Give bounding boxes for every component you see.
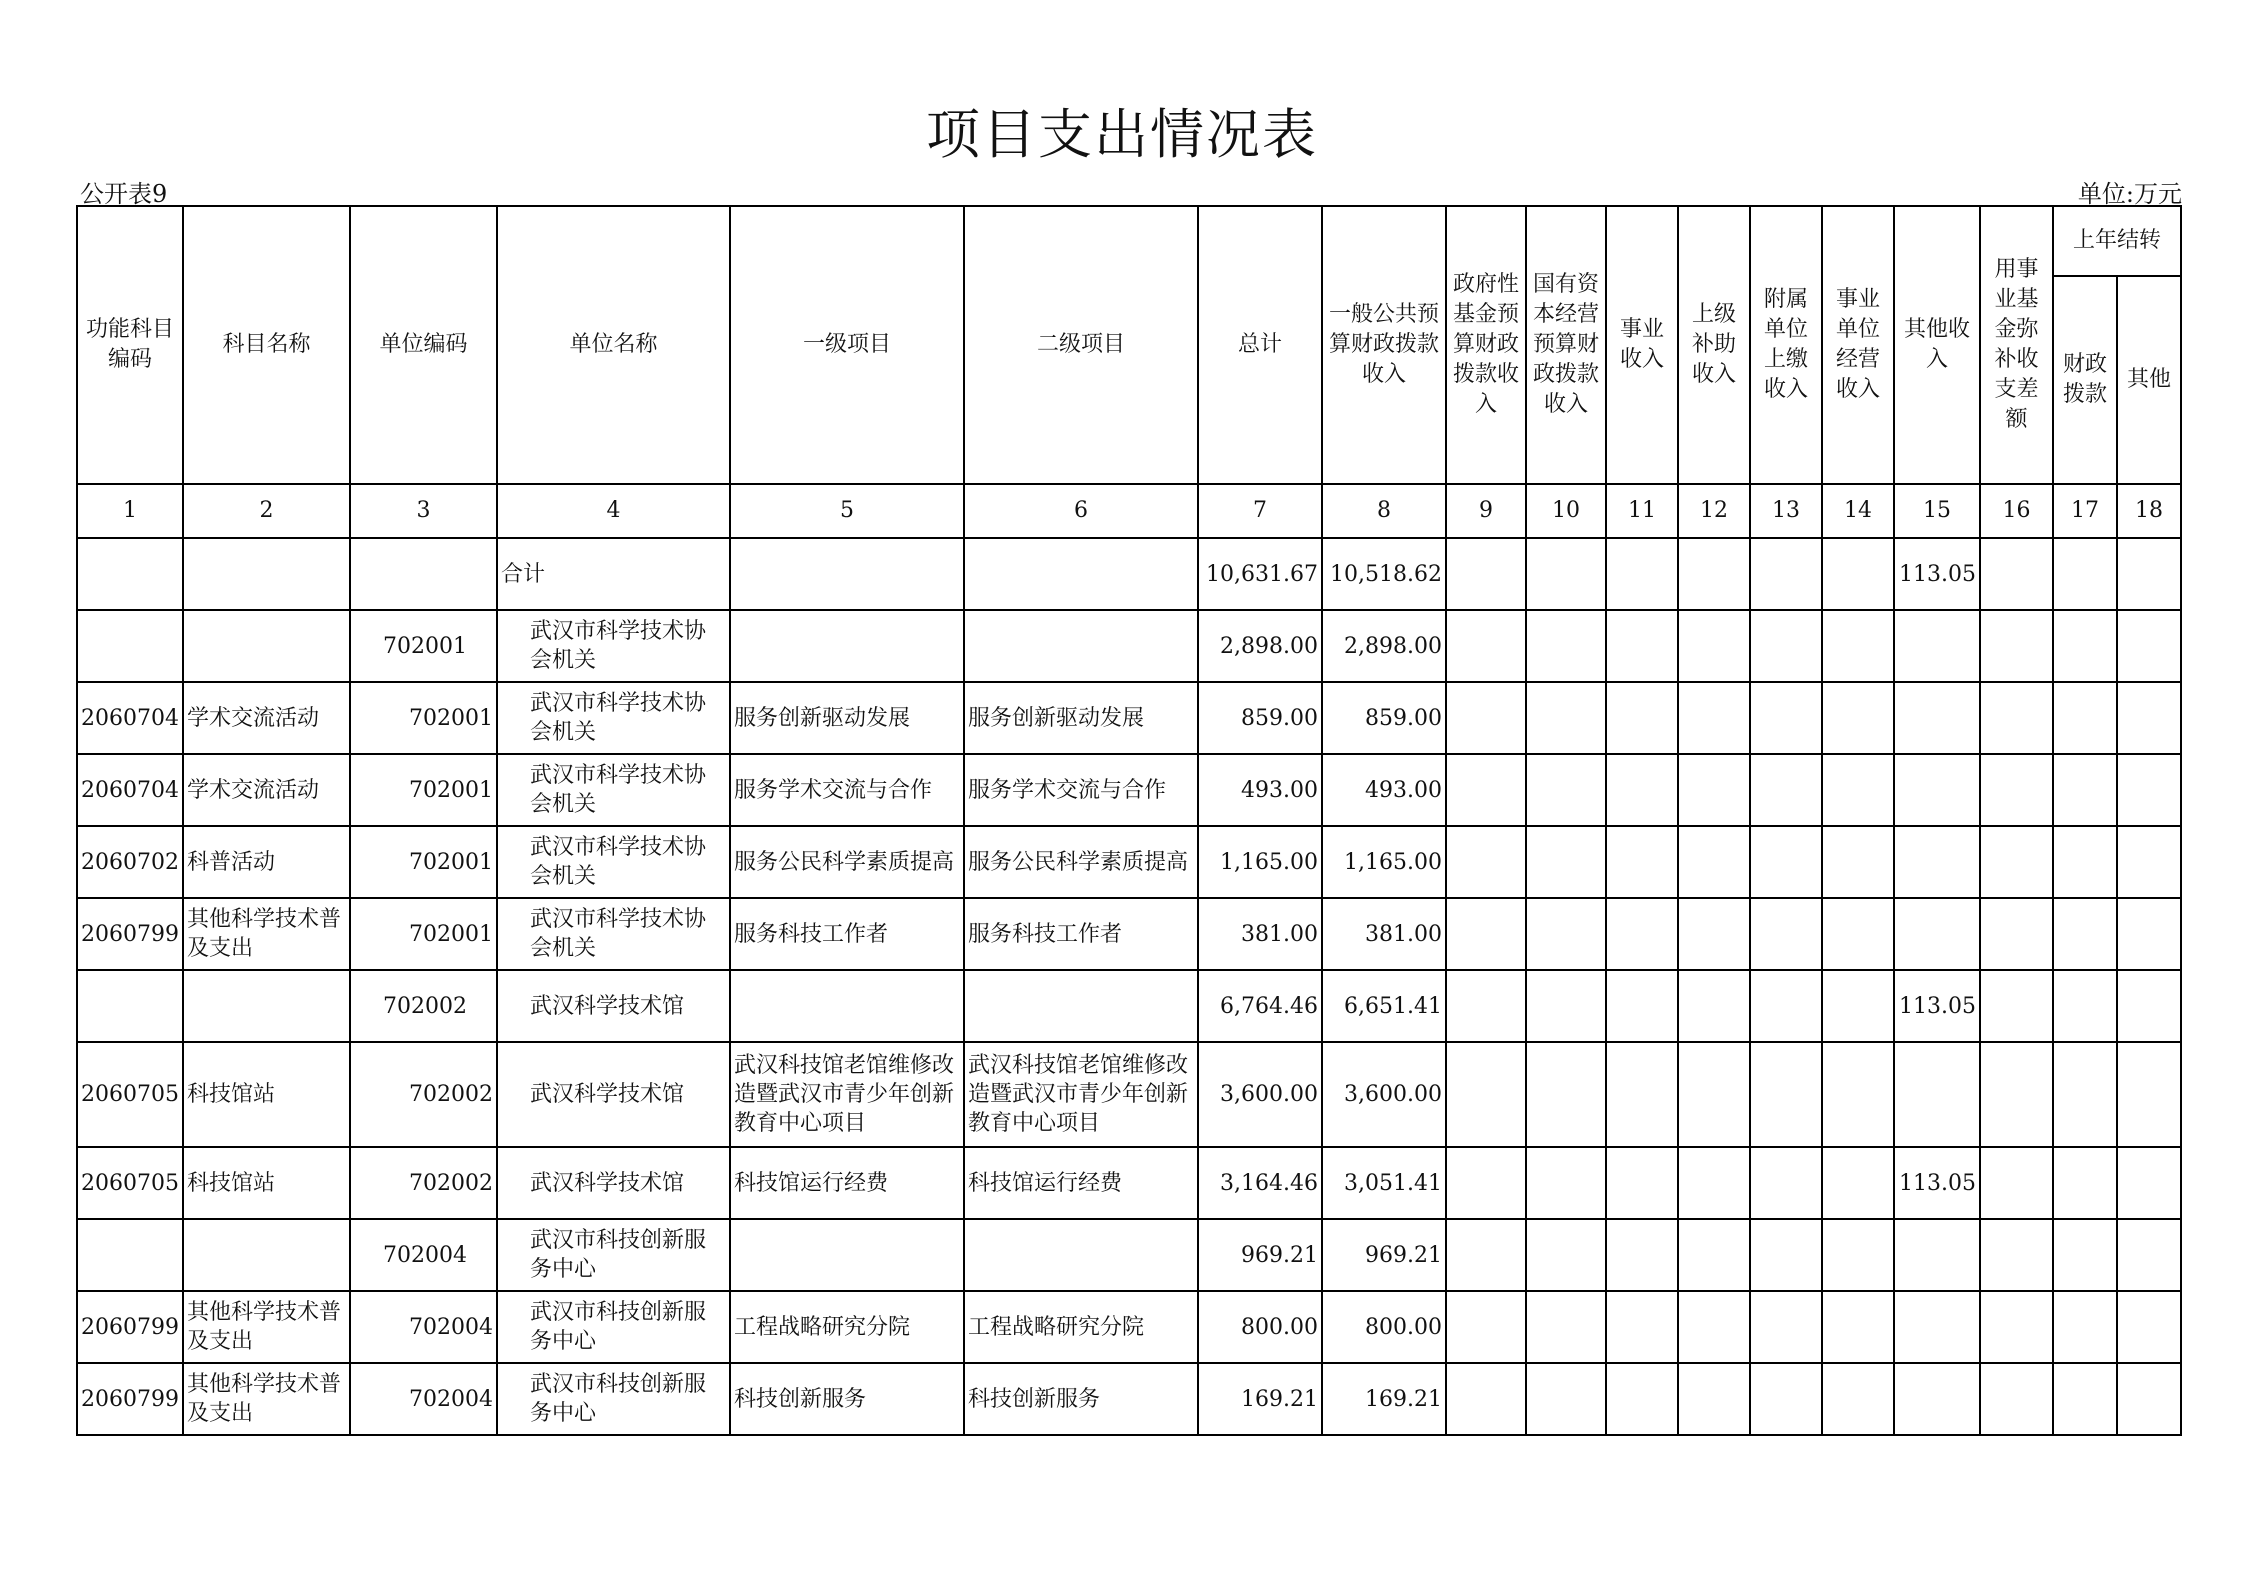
col-number: 13: [1750, 484, 1822, 538]
general-budget-cell: 169.21: [1322, 1363, 1446, 1435]
unit-code-cell: 702004: [350, 1291, 497, 1363]
unit-code-cell: 702002: [350, 1147, 497, 1219]
superior-subsidy-cell: [1678, 682, 1750, 754]
other-income-cell: 113.05: [1894, 538, 1980, 610]
total-cell: 969.21: [1198, 1219, 1322, 1291]
affiliate-income-cell: [1750, 1291, 1822, 1363]
function-code-cell: 2060705: [77, 1147, 183, 1219]
general-budget-cell: 493.00: [1322, 754, 1446, 826]
superior-subsidy-cell: [1678, 1147, 1750, 1219]
subject-name-cell: [183, 610, 350, 682]
level2-project-cell: 服务创新驱动发展: [964, 682, 1198, 754]
affiliate-income-cell: [1750, 754, 1822, 826]
prev-fiscal-cell: [2053, 1042, 2117, 1147]
superior-subsidy-cell: [1678, 538, 1750, 610]
level2-project-cell: [964, 1219, 1198, 1291]
state-capital-cell: [1526, 1147, 1606, 1219]
other-income-cell: [1894, 898, 1980, 970]
level1-project-cell: [730, 610, 964, 682]
function-code-cell: 2060704: [77, 682, 183, 754]
function-code-cell: [77, 1219, 183, 1291]
unit-code-cell: 702001: [350, 610, 497, 682]
general-budget-cell: 800.00: [1322, 1291, 1446, 1363]
total-cell: 859.00: [1198, 682, 1322, 754]
state-capital-cell: [1526, 826, 1606, 898]
state-capital-cell: [1526, 1042, 1606, 1147]
header-superior-subsidy: 上级补助收入: [1678, 206, 1750, 484]
gov-fund-cell: [1446, 538, 1526, 610]
general-budget-cell: 969.21: [1322, 1219, 1446, 1291]
unit-code-cell: 702001: [350, 682, 497, 754]
prev-fiscal-cell: [2053, 610, 2117, 682]
function-code-cell: 2060705: [77, 1042, 183, 1147]
level1-project-cell: 武汉科技馆老馆维修改造暨武汉市青少年创新教育中心项目: [730, 1042, 964, 1147]
other-income-cell: [1894, 1219, 1980, 1291]
prev-other-cell: [2117, 1042, 2181, 1147]
general-budget-cell: 2,898.00: [1322, 610, 1446, 682]
operating-income-cell: [1822, 538, 1894, 610]
gov-fund-cell: [1446, 610, 1526, 682]
table-body: [77, 538, 2181, 1435]
state-capital-cell: [1526, 1219, 1606, 1291]
function-code-cell: 2060702: [77, 826, 183, 898]
affiliate-income-cell: [1750, 1042, 1822, 1147]
unit-name-cell: 武汉市科学技术协会机关: [497, 610, 730, 682]
prev-fiscal-cell: [2053, 826, 2117, 898]
business-income-cell: [1606, 682, 1678, 754]
header-level1-project: 一级项目: [730, 206, 964, 484]
unit-name-cell: 武汉市科技创新服务中心: [497, 1219, 730, 1291]
general-budget-cell: 381.00: [1322, 898, 1446, 970]
superior-subsidy-cell: [1678, 1219, 1750, 1291]
table-row: [77, 538, 2181, 610]
operating-income-cell: [1822, 754, 1894, 826]
gov-fund-cell: [1446, 1147, 1526, 1219]
prev-other-cell: [2117, 682, 2181, 754]
fund-balance-cell: [1980, 970, 2053, 1042]
level2-project-cell: 科技馆运行经费: [964, 1147, 1198, 1219]
table-row: [77, 1042, 2181, 1147]
unit-code-cell: 702002: [350, 1042, 497, 1147]
other-income-cell: [1894, 826, 1980, 898]
other-income-cell: [1894, 1042, 1980, 1147]
total-cell: 2,898.00: [1198, 610, 1322, 682]
prev-fiscal-cell: [2053, 682, 2117, 754]
table-row: [77, 1291, 2181, 1363]
col-number: 9: [1446, 484, 1526, 538]
prev-other-cell: [2117, 754, 2181, 826]
table-id-label: 公开表9: [80, 180, 168, 208]
fund-balance-cell: [1980, 826, 2053, 898]
unit-name-cell: 武汉市科学技术协会机关: [497, 754, 730, 826]
total-cell: 6,764.46: [1198, 970, 1322, 1042]
general-budget-cell: 3,600.00: [1322, 1042, 1446, 1147]
function-code-cell: [77, 610, 183, 682]
level2-project-cell: [964, 610, 1198, 682]
level2-project-cell: [964, 970, 1198, 1042]
superior-subsidy-cell: [1678, 826, 1750, 898]
prev-fiscal-cell: [2053, 1147, 2117, 1219]
gov-fund-cell: [1446, 682, 1526, 754]
subject-name-cell: 其他科学技术普及支出: [183, 1291, 350, 1363]
level2-project-cell: 武汉科技馆老馆维修改造暨武汉市青少年创新教育中心项目: [964, 1042, 1198, 1147]
header-prev-fiscal: 财政拨款: [2053, 276, 2117, 484]
operating-income-cell: [1822, 1363, 1894, 1435]
subject-name-cell: 学术交流活动: [183, 754, 350, 826]
prev-other-cell: [2117, 1147, 2181, 1219]
function-code-cell: 2060799: [77, 1291, 183, 1363]
gov-fund-cell: [1446, 970, 1526, 1042]
unit-name-cell: 武汉市科学技术协会机关: [497, 682, 730, 754]
business-income-cell: [1606, 826, 1678, 898]
total-cell: 3,600.00: [1198, 1042, 1322, 1147]
general-budget-cell: 10,518.62: [1322, 538, 1446, 610]
function-code-cell: [77, 970, 183, 1042]
other-income-cell: 113.05: [1894, 1147, 1980, 1219]
function-code-cell: 2060799: [77, 1363, 183, 1435]
unit-label: 单位:万元: [2077, 180, 2182, 208]
prev-fiscal-cell: [2053, 1291, 2117, 1363]
business-income-cell: [1606, 1219, 1678, 1291]
affiliate-income-cell: [1750, 1219, 1822, 1291]
header-general-budget: 一般公共预算财政拨款收入: [1322, 206, 1446, 484]
subject-name-cell: [183, 1219, 350, 1291]
affiliate-income-cell: [1750, 1363, 1822, 1435]
gov-fund-cell: [1446, 1219, 1526, 1291]
fund-balance-cell: [1980, 754, 2053, 826]
other-income-cell: [1894, 1291, 1980, 1363]
header-prev-year-carryover: 上年结转: [2053, 206, 2181, 276]
unit-name-cell: 武汉市科技创新服务中心: [497, 1291, 730, 1363]
header-affiliate-income: 附属单位上缴收入: [1750, 206, 1822, 484]
prev-fiscal-cell: [2053, 1219, 2117, 1291]
unit-name-cell: 武汉市科学技术协会机关: [497, 898, 730, 970]
affiliate-income-cell: [1750, 970, 1822, 1042]
subject-name-cell: 其他科学技术普及支出: [183, 1363, 350, 1435]
gov-fund-cell: [1446, 1363, 1526, 1435]
general-budget-cell: 1,165.00: [1322, 826, 1446, 898]
state-capital-cell: [1526, 1363, 1606, 1435]
function-code-cell: 2060704: [77, 754, 183, 826]
state-capital-cell: [1526, 610, 1606, 682]
header-unit-name: 单位名称: [497, 206, 730, 484]
header-business-income: 事业收入: [1606, 206, 1678, 484]
subject-name-cell: [183, 538, 350, 610]
col-number: 5: [730, 484, 964, 538]
header-level2-project: 二级项目: [964, 206, 1198, 484]
operating-income-cell: [1822, 1042, 1894, 1147]
affiliate-income-cell: [1750, 610, 1822, 682]
level1-project-cell: [730, 1219, 964, 1291]
general-budget-cell: 6,651.41: [1322, 970, 1446, 1042]
subject-name-cell: 科普活动: [183, 826, 350, 898]
operating-income-cell: [1822, 898, 1894, 970]
prev-other-cell: [2117, 970, 2181, 1042]
gov-fund-cell: [1446, 1291, 1526, 1363]
subject-name-cell: 学术交流活动: [183, 682, 350, 754]
col-number: 3: [350, 484, 497, 538]
table-row: [77, 898, 2181, 970]
unit-code-cell: 702004: [350, 1363, 497, 1435]
unit-code-cell: 702004: [350, 1219, 497, 1291]
header-other-income: 其他收入: [1894, 206, 1980, 484]
other-income-cell: 113.05: [1894, 970, 1980, 1042]
header-state-capital: 国有资本经营预算财政拨款收入: [1526, 206, 1606, 484]
prev-fiscal-cell: [2053, 538, 2117, 610]
total-cell: 3,164.46: [1198, 1147, 1322, 1219]
operating-income-cell: [1822, 970, 1894, 1042]
state-capital-cell: [1526, 970, 1606, 1042]
col-number: 14: [1822, 484, 1894, 538]
prev-other-cell: [2117, 1363, 2181, 1435]
superior-subsidy-cell: [1678, 970, 1750, 1042]
prev-other-cell: [2117, 1291, 2181, 1363]
superior-subsidy-cell: [1678, 1291, 1750, 1363]
level1-project-cell: 科技馆运行经费: [730, 1147, 964, 1219]
col-number: 16: [1980, 484, 2053, 538]
operating-income-cell: [1822, 1147, 1894, 1219]
business-income-cell: [1606, 610, 1678, 682]
gov-fund-cell: [1446, 754, 1526, 826]
level1-project-cell: [730, 538, 964, 610]
unit-code-cell: [350, 538, 497, 610]
header-fund-balance: 用事业基金弥补收支差额: [1980, 206, 2053, 484]
col-number: 4: [497, 484, 730, 538]
subject-name-cell: 科技馆站: [183, 1042, 350, 1147]
fund-balance-cell: [1980, 538, 2053, 610]
total-cell: 10,631.67: [1198, 538, 1322, 610]
fund-balance-cell: [1980, 610, 2053, 682]
total-cell: 381.00: [1198, 898, 1322, 970]
table-row: [77, 754, 2181, 826]
affiliate-income-cell: [1750, 1147, 1822, 1219]
table-row: [77, 1219, 2181, 1291]
business-income-cell: [1606, 898, 1678, 970]
level2-project-cell: 工程战略研究分院: [964, 1291, 1198, 1363]
col-number: 8: [1322, 484, 1446, 538]
fund-balance-cell: [1980, 898, 2053, 970]
col-number: 17: [2053, 484, 2117, 538]
gov-fund-cell: [1446, 898, 1526, 970]
operating-income-cell: [1822, 1291, 1894, 1363]
prev-fiscal-cell: [2053, 754, 2117, 826]
prev-fiscal-cell: [2053, 898, 2117, 970]
affiliate-income-cell: [1750, 826, 1822, 898]
function-code-cell: [77, 538, 183, 610]
business-income-cell: [1606, 754, 1678, 826]
col-number: 2: [183, 484, 350, 538]
level2-project-cell: 服务公民科学素质提高: [964, 826, 1198, 898]
superior-subsidy-cell: [1678, 754, 1750, 826]
total-cell: 493.00: [1198, 754, 1322, 826]
table-row: [77, 1147, 2181, 1219]
gov-fund-cell: [1446, 826, 1526, 898]
operating-income-cell: [1822, 826, 1894, 898]
level2-project-cell: 服务学术交流与合作: [964, 754, 1198, 826]
fund-balance-cell: [1980, 682, 2053, 754]
subject-name-cell: 其他科学技术普及支出: [183, 898, 350, 970]
table-row: [77, 970, 2181, 1042]
unit-code-cell: 702002: [350, 970, 497, 1042]
fund-balance-cell: [1980, 1219, 2053, 1291]
unit-code-cell: 702001: [350, 898, 497, 970]
header-operating-income: 事业单位经营收入: [1822, 206, 1894, 484]
project-expenditure-table: [76, 205, 2182, 1436]
table-row: [77, 682, 2181, 754]
prev-other-cell: [2117, 1219, 2181, 1291]
col-number: 11: [1606, 484, 1678, 538]
prev-other-cell: [2117, 610, 2181, 682]
subject-name-cell: [183, 970, 350, 1042]
level1-project-cell: 服务创新驱动发展: [730, 682, 964, 754]
other-income-cell: [1894, 754, 1980, 826]
level1-project-cell: 服务学术交流与合作: [730, 754, 964, 826]
col-number: 6: [964, 484, 1198, 538]
unit-name-cell: 武汉市科技创新服务中心: [497, 1363, 730, 1435]
col-number: 18: [2117, 484, 2181, 538]
state-capital-cell: [1526, 754, 1606, 826]
superior-subsidy-cell: [1678, 1042, 1750, 1147]
level2-project-cell: 科技创新服务: [964, 1363, 1198, 1435]
other-income-cell: [1894, 1363, 1980, 1435]
general-budget-cell: 859.00: [1322, 682, 1446, 754]
level1-project-cell: 服务科技工作者: [730, 898, 964, 970]
table-row: [77, 610, 2181, 682]
general-budget-cell: 3,051.41: [1322, 1147, 1446, 1219]
state-capital-cell: [1526, 898, 1606, 970]
header-function-code: 功能科目编码: [77, 206, 183, 484]
business-income-cell: [1606, 1363, 1678, 1435]
function-code-cell: 2060799: [77, 898, 183, 970]
business-income-cell: [1606, 970, 1678, 1042]
state-capital-cell: [1526, 682, 1606, 754]
level2-project-cell: 服务科技工作者: [964, 898, 1198, 970]
unit-code-cell: 702001: [350, 826, 497, 898]
affiliate-income-cell: [1750, 538, 1822, 610]
prev-other-cell: [2117, 898, 2181, 970]
state-capital-cell: [1526, 538, 1606, 610]
level2-project-cell: [964, 538, 1198, 610]
total-cell: 169.21: [1198, 1363, 1322, 1435]
level1-project-cell: [730, 970, 964, 1042]
header-unit-code: 单位编码: [350, 206, 497, 484]
header-prev-other: 其他: [2117, 276, 2181, 484]
prev-other-cell: [2117, 538, 2181, 610]
affiliate-income-cell: [1750, 898, 1822, 970]
fund-balance-cell: [1980, 1042, 2053, 1147]
business-income-cell: [1606, 1291, 1678, 1363]
state-capital-cell: [1526, 1291, 1606, 1363]
operating-income-cell: [1822, 682, 1894, 754]
table-row: [77, 1363, 2181, 1435]
unit-name-cell: 合计: [497, 538, 730, 610]
unit-name-cell: 武汉科学技术馆: [497, 1042, 730, 1147]
table-row: [77, 826, 2181, 898]
unit-name-cell: 武汉市科学技术协会机关: [497, 826, 730, 898]
superior-subsidy-cell: [1678, 1363, 1750, 1435]
subject-name-cell: 科技馆站: [183, 1147, 350, 1219]
other-income-cell: [1894, 682, 1980, 754]
operating-income-cell: [1822, 1219, 1894, 1291]
header-subject-name: 科目名称: [183, 206, 350, 484]
business-income-cell: [1606, 538, 1678, 610]
unit-name-cell: 武汉科学技术馆: [497, 1147, 730, 1219]
fund-balance-cell: [1980, 1147, 2053, 1219]
header-total: 总计: [1198, 206, 1322, 484]
page-title: 项目支出情况表: [926, 103, 1318, 166]
business-income-cell: [1606, 1042, 1678, 1147]
superior-subsidy-cell: [1678, 610, 1750, 682]
prev-fiscal-cell: [2053, 1363, 2117, 1435]
col-number: 12: [1678, 484, 1750, 538]
level1-project-cell: 服务公民科学素质提高: [730, 826, 964, 898]
total-cell: 1,165.00: [1198, 826, 1322, 898]
prev-other-cell: [2117, 826, 2181, 898]
other-income-cell: [1894, 610, 1980, 682]
business-income-cell: [1606, 1147, 1678, 1219]
unit-code-cell: 702001: [350, 754, 497, 826]
operating-income-cell: [1822, 610, 1894, 682]
header-gov-fund: 政府性基金预算财政拨款收入: [1446, 206, 1526, 484]
unit-name-cell: 武汉科学技术馆: [497, 970, 730, 1042]
level1-project-cell: 工程战略研究分院: [730, 1291, 964, 1363]
level1-project-cell: 科技创新服务: [730, 1363, 964, 1435]
fund-balance-cell: [1980, 1363, 2053, 1435]
col-number: 10: [1526, 484, 1606, 538]
col-number: 1: [77, 484, 183, 538]
col-number: 15: [1894, 484, 1980, 538]
affiliate-income-cell: [1750, 682, 1822, 754]
superior-subsidy-cell: [1678, 898, 1750, 970]
gov-fund-cell: [1446, 1042, 1526, 1147]
col-number: 7: [1198, 484, 1322, 538]
prev-fiscal-cell: [2053, 970, 2117, 1042]
total-cell: 800.00: [1198, 1291, 1322, 1363]
fund-balance-cell: [1980, 1291, 2053, 1363]
